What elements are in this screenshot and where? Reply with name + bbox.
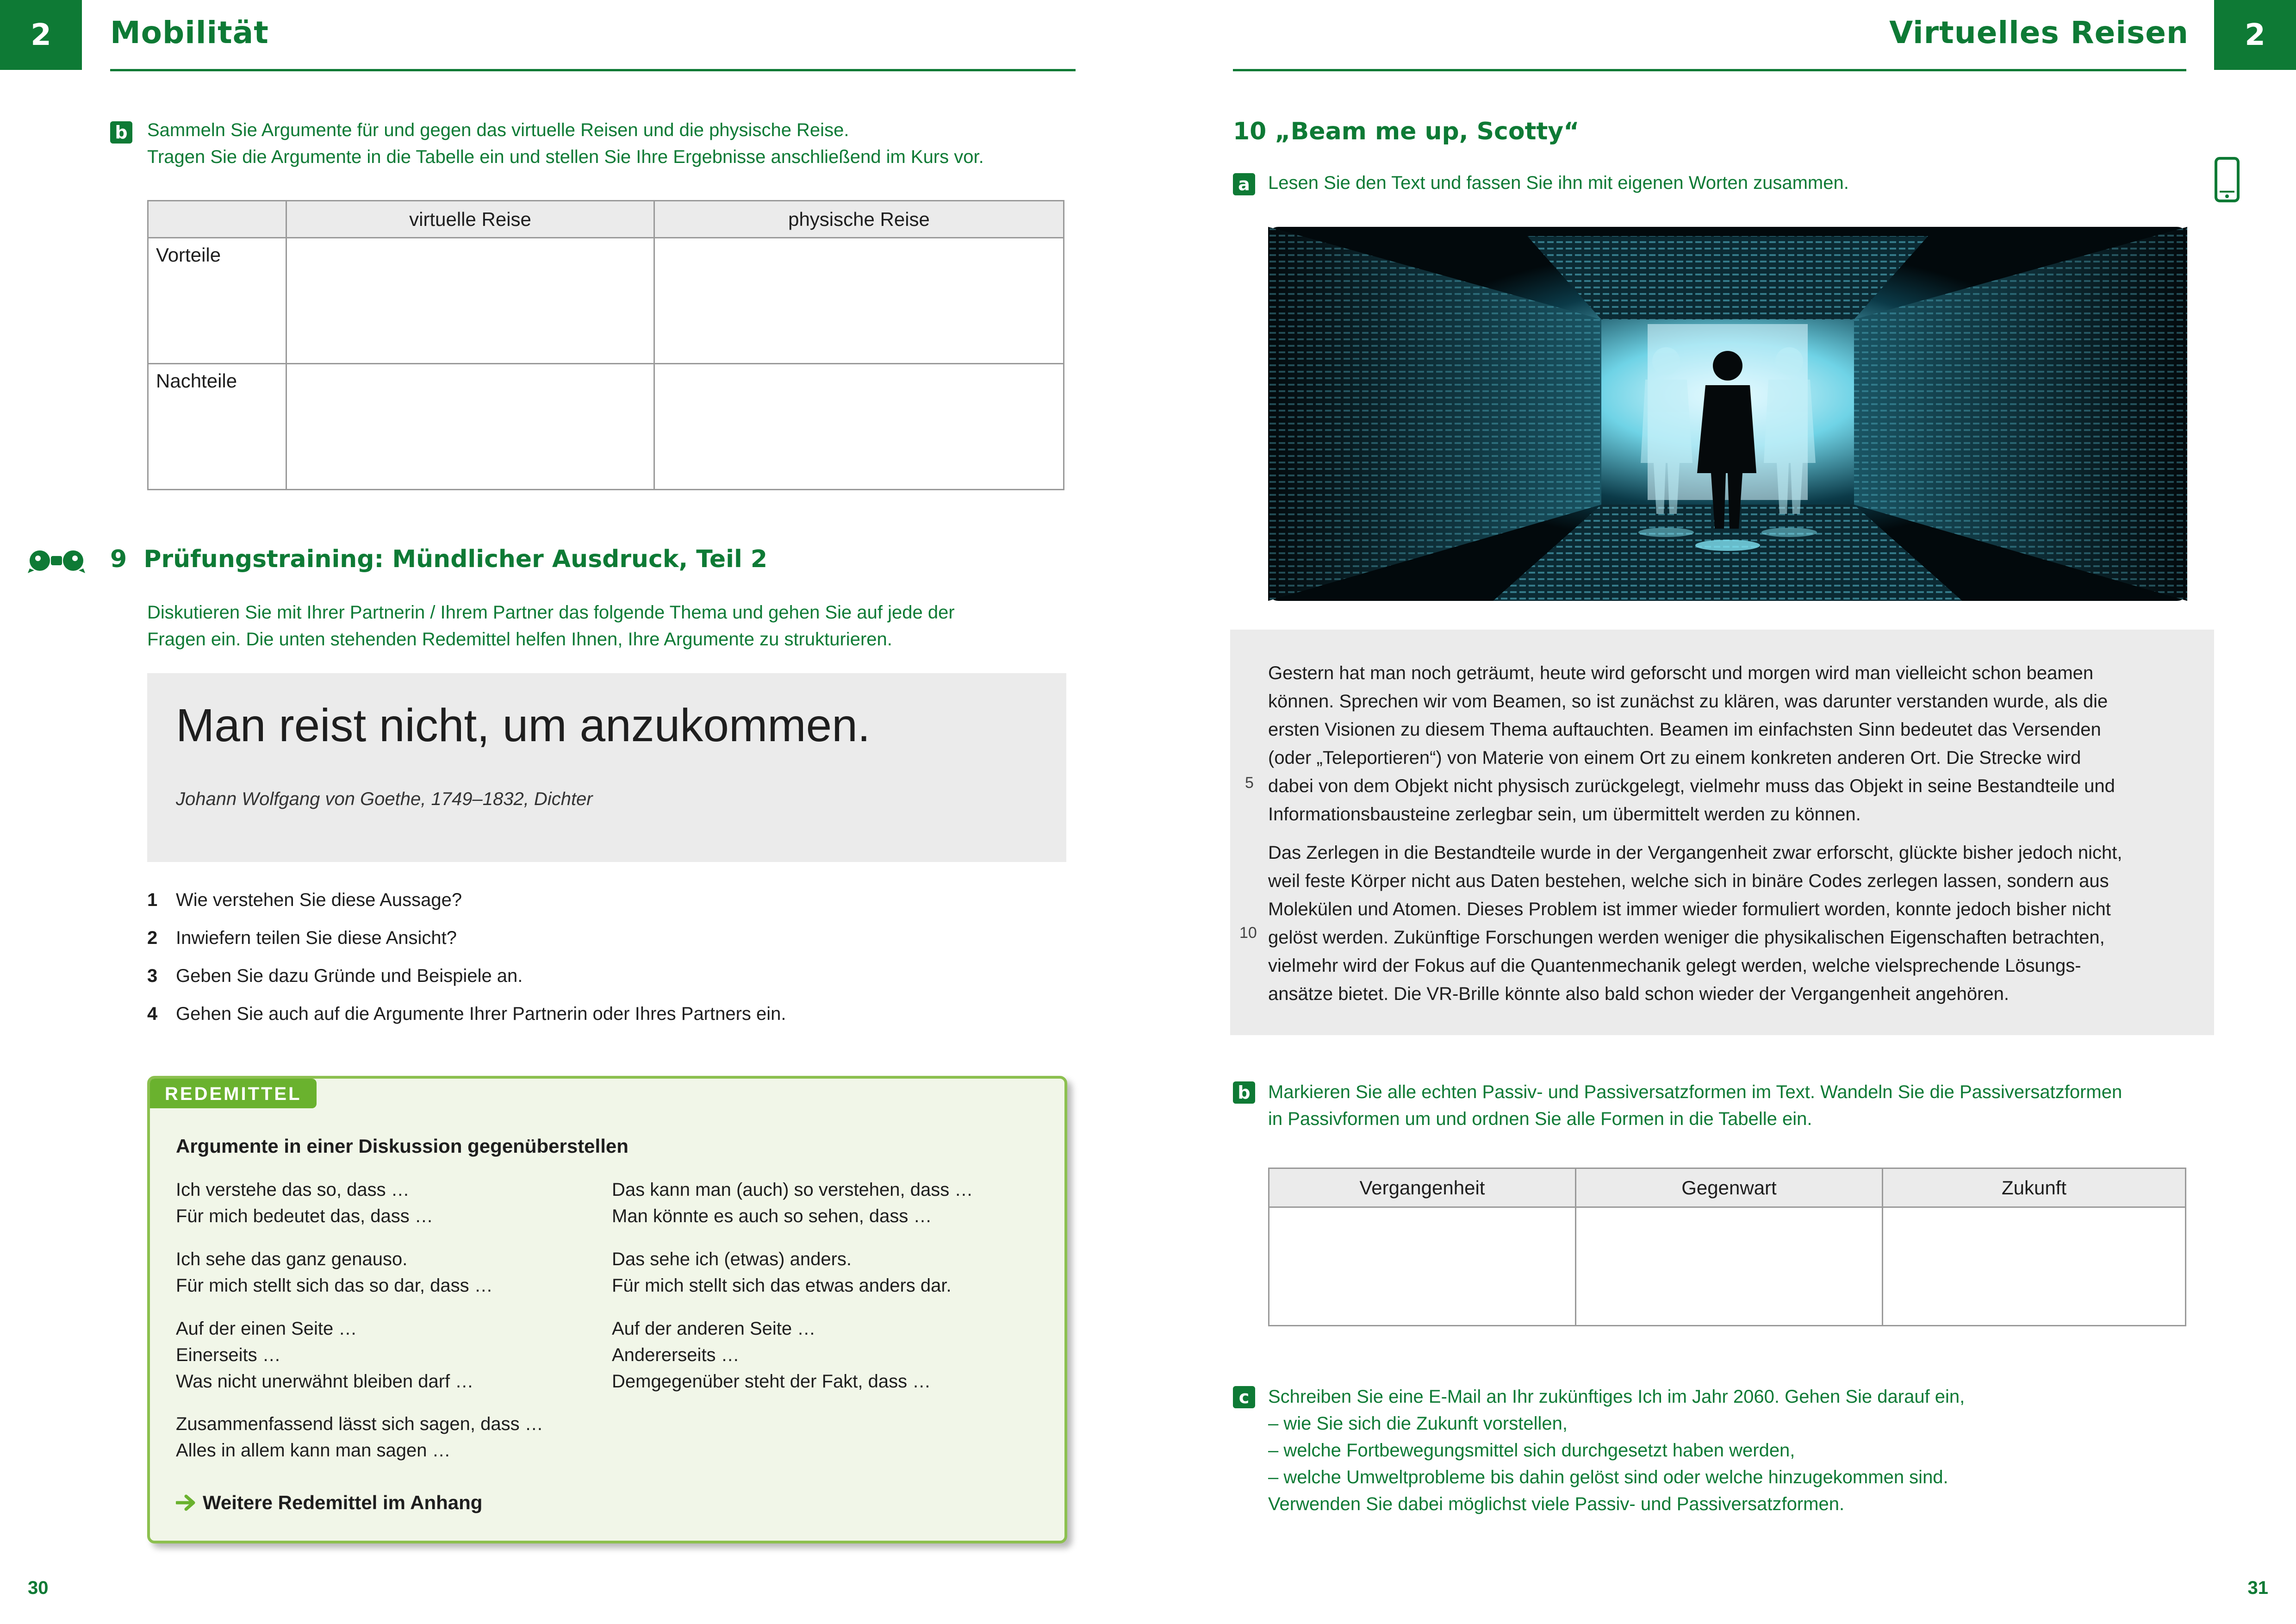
- arrow-right-icon: [176, 1494, 196, 1511]
- phrase: Einerseits …: [176, 1345, 281, 1365]
- section-number: 10: [1233, 118, 1267, 145]
- instruction-line: Markieren Sie alle echten Passiv- und Passiversatzformen im Text. Wandeln Sie die Passiversatzformen: [1268, 1082, 2122, 1102]
- phrase: Was nicht unerwähnt bleiben darf …: [176, 1371, 474, 1392]
- task-a-instruction: Lesen Sie den Text und fassen Sie ihn mit eigenen Worten zusammen.: [1268, 173, 1849, 193]
- line-number: 5: [1245, 774, 1254, 792]
- server-room-illustration: [1268, 227, 2187, 601]
- pros-cons-table: [147, 200, 1064, 490]
- instruction-line: Verwenden Sie dabei möglichst viele Passiv- und Passiversatzformen.: [1268, 1494, 1845, 1514]
- redemittel-group: [612, 1316, 931, 1395]
- phrase: Zusammenfassend lässt sich sagen, dass …: [176, 1414, 543, 1434]
- phrase: Auf der einen Seite …: [176, 1318, 357, 1339]
- quote-author: Johann Wolfgang von Goethe, 1749–1832, Dichter: [176, 789, 593, 809]
- question-item: [147, 928, 457, 949]
- text-line: gelöst werden. Zukünftige Forschungen werden weniger die physikalischen Eigenschaften betrachten,: [1268, 927, 2105, 948]
- smartphone-icon: [2213, 156, 2241, 203]
- phrase: Das kann man (auch) so verstehen, dass …: [612, 1180, 973, 1200]
- row-label-nachteile: Nachteile: [148, 364, 286, 490]
- table-header: virtuelle Reise: [286, 201, 654, 238]
- line-number: 10: [1239, 924, 1257, 942]
- text-line: Molekülen und Atomen. Dieses Problem ist immer wieder formuliert worden, konnte jedoch bisher nicht: [1268, 899, 2111, 919]
- section-10-title: [1233, 118, 1579, 145]
- text-line: Informationsbausteine zerlegbar sein, um übermittelt werden zu können.: [1268, 804, 1861, 824]
- section-9-title: [110, 545, 767, 573]
- section-title-text: „Beam me up, Scotty“: [1275, 118, 1580, 145]
- header-title-left: Mobilität: [110, 15, 269, 50]
- phrase: Demgegenüber steht der Fakt, dass …: [612, 1371, 931, 1392]
- redemittel-group: [176, 1316, 473, 1395]
- section-title-text: Prüfungstraining: Mündlicher Ausdruck, Teil 2: [143, 545, 768, 573]
- phrase: Ich sehe das ganz genauso.: [176, 1249, 408, 1269]
- header-rule-left: [110, 69, 1076, 71]
- header-title-right: Virtuelles Reisen: [1889, 15, 2189, 50]
- link-text: Weitere Redemittel im Anhang: [203, 1492, 483, 1513]
- instruction-line: Schreiben Sie eine E-Mail an Ihr zukünftiges Ich im Jahr 2060. Gehen Sie darauf ein,: [1268, 1387, 1965, 1407]
- instruction-line: – wie Sie sich die Zukunft vorstellen,: [1268, 1413, 1568, 1434]
- redemittel-group: [176, 1246, 493, 1299]
- speaking-exam-icon: [27, 545, 86, 576]
- task-badge-c: c: [1233, 1386, 1255, 1408]
- question-text: Gehen Sie auch auf die Argumente Ihrer Partnerin oder Ihres Partners ein.: [176, 1004, 786, 1024]
- table-header: Zukunft: [1883, 1168, 2186, 1207]
- task-c-instruction: [1268, 1383, 1965, 1518]
- task-badge-a: a: [1233, 173, 1255, 195]
- phrase: Ich verstehe das so, dass …: [176, 1180, 410, 1200]
- quote-box: [147, 673, 1066, 862]
- instruction-line: Sammeln Sie Argumente für und gegen das virtuelle Reisen und die physische Reise.: [147, 120, 849, 140]
- task-badge-b-left: b: [110, 121, 132, 144]
- question-text: Inwiefern teilen Sie diese Ansicht?: [176, 928, 457, 948]
- redemittel-heading: Argumente in einer Diskussion gegenüberstellen: [176, 1135, 628, 1157]
- text-paragraph-1: [1268, 659, 2115, 829]
- question-number: 1: [147, 890, 158, 910]
- question-number: 3: [147, 966, 158, 986]
- chapter-number-left: 2: [0, 0, 82, 70]
- question-number: 4: [147, 1004, 158, 1024]
- page-number-right: 31: [2247, 1578, 2268, 1598]
- text-line: weil feste Körper nicht aus Daten bestehen, welche sich in binäre Codes zerlegen lassen, sondern aus: [1268, 871, 2109, 891]
- table-corner-cell: [148, 201, 286, 238]
- question-text: Geben Sie dazu Gründe und Beispiele an.: [176, 966, 523, 986]
- header-rule-right: [1233, 69, 2186, 71]
- section-number: 9: [110, 545, 127, 573]
- question-number: 2: [147, 928, 158, 948]
- phrase: Auf der anderen Seite …: [612, 1318, 816, 1339]
- question-item: [147, 1004, 786, 1024]
- question-text: Wie verstehen Sie diese Aussage?: [176, 890, 462, 910]
- page-number-left: 30: [28, 1578, 49, 1598]
- text-line: ansätze bietet. Die VR-Brille könnte also bald schon wieder der Vergangenheit angehören.: [1268, 984, 2010, 1004]
- intro-line: Diskutieren Sie mit Ihrer Partnerin / Ihrem Partner das folgende Thema und gehen Sie auf jede der: [147, 602, 955, 623]
- task-b-instruction-left: [147, 117, 984, 170]
- table-cell[interactable]: [654, 364, 1064, 490]
- question-item: [147, 890, 462, 911]
- table-header: Vergangenheit: [1269, 1168, 1576, 1207]
- phrase: Man könnte es auch so sehen, dass …: [612, 1206, 932, 1226]
- table-cell[interactable]: [1576, 1207, 1883, 1326]
- task-badge-b-right: b: [1233, 1081, 1255, 1104]
- task-b-instruction-right: [1268, 1079, 2122, 1132]
- redemittel-group: [176, 1411, 543, 1464]
- redemittel-tab: REDEMITTEL: [150, 1079, 317, 1108]
- phrase: Für mich bedeutet das, dass …: [176, 1206, 433, 1226]
- instruction-line: in Passivformen um und ordnen Sie alle Formen in die Tabelle ein.: [1268, 1109, 1812, 1129]
- instruction-line: Tragen Sie die Argumente in die Tabelle ein und stellen Sie Ihre Ergebnisse anschließend im Kurs vor.: [147, 147, 984, 167]
- text-line: vielmehr wird der Fokus auf die Quantenmechanik gelegt werden, welche vielsprechende Lösungs-: [1268, 956, 2081, 976]
- table-cell[interactable]: [286, 238, 654, 364]
- quote-text: Man reist nicht, um anzukommen.: [176, 700, 871, 751]
- text-line: (oder „Teleportieren“) von Materie von einem Ort zu einem konkreten anderen Ort. Die Strecke wird: [1268, 748, 2081, 768]
- phrase: Das sehe ich (etwas) anders.: [612, 1249, 852, 1269]
- row-label-vorteile: Vorteile: [148, 238, 286, 364]
- tense-table: [1268, 1168, 2186, 1326]
- text-line: Das Zerlegen in die Bestandteile wurde in der Vergangenheit zwar erforscht, glückte bisher jedoch nicht,: [1268, 843, 2122, 863]
- text-line: dabei von dem Objekt nicht physisch zurückgelegt, vielmehr muss das Objekt in seine Bestandteile und: [1268, 776, 2115, 796]
- redemittel-link[interactable]: [176, 1492, 482, 1514]
- redemittel-group: [176, 1177, 433, 1230]
- section-9-intro: [147, 599, 955, 653]
- table-cell[interactable]: [654, 238, 1064, 364]
- instruction-line: – welche Fortbewegungsmittel sich durchgesetzt haben werden,: [1268, 1440, 1795, 1461]
- table-cell[interactable]: [1883, 1207, 2186, 1326]
- redemittel-group: [612, 1246, 952, 1299]
- table-header: physische Reise: [654, 201, 1064, 238]
- text-line: können. Sprechen wir vom Beamen, so ist zunächst zu klären, was darunter verstanden wurde, als die: [1268, 691, 2108, 712]
- intro-line: Fragen ein. Die unten stehenden Redemittel helfen Ihnen, Ihre Argumente zu strukturieren.: [147, 629, 892, 650]
- phrase: Für mich stellt sich das so dar, dass …: [176, 1275, 493, 1296]
- phrase: Alles in allem kann man sagen …: [176, 1440, 451, 1461]
- table-cell[interactable]: [286, 364, 654, 490]
- redemittel-group: [612, 1177, 973, 1230]
- chapter-number-right: 2: [2214, 0, 2296, 70]
- table-cell[interactable]: [1269, 1207, 1576, 1326]
- text-line: ersten Visionen zu diesem Thema auftauchten. Beamen im einfachsten Sinn bedeutet das Versenden: [1268, 719, 2101, 740]
- text-paragraph-2: [1268, 839, 2122, 1008]
- phrase: Andererseits …: [612, 1345, 740, 1365]
- question-item: [147, 966, 523, 987]
- phrase: Für mich stellt sich das etwas anders dar.: [612, 1275, 952, 1296]
- table-header: Gegenwart: [1576, 1168, 1883, 1207]
- instruction-line: – welche Umweltprobleme bis dahin gelöst sind oder welche hinzugekommen sind.: [1268, 1467, 1948, 1487]
- text-line: Gestern hat man noch geträumt, heute wird geforscht und morgen wird man vielleicht schon beamen: [1268, 663, 2094, 683]
